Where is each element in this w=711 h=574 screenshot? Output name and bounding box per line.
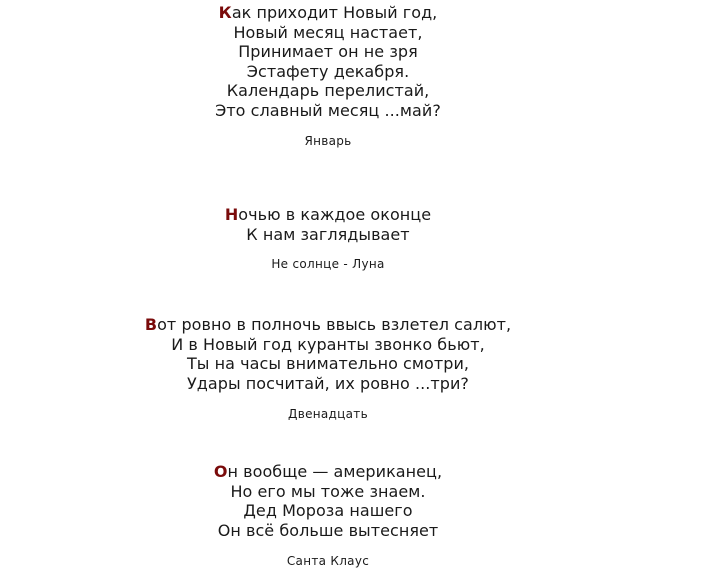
riddle-line bbox=[0, 315, 656, 335]
riddle-answer: Двенадцать bbox=[288, 407, 368, 421]
riddle-line: К нам заглядывает bbox=[246, 224, 410, 244]
riddle-line: Дед Мороза нашего bbox=[243, 501, 413, 520]
riddle-first-letter: В bbox=[144, 315, 158, 334]
riddle-4 bbox=[0, 462, 656, 568]
riddle-first-line-text: н вообще — американец, bbox=[227, 462, 443, 481]
riddle-first-letter: О bbox=[213, 462, 228, 481]
riddle-answer: Санта Клаус bbox=[286, 554, 370, 568]
riddle-1 bbox=[0, 3, 656, 148]
riddle-line: Удары посчитай, их ровно ...три? bbox=[187, 373, 469, 393]
riddle-line: Это славный месяц ...май? bbox=[215, 100, 441, 120]
riddle-line bbox=[0, 205, 656, 225]
riddle-line: Ты на часы внимательно смотри, bbox=[186, 354, 470, 373]
riddle-line: Принимает он не зря bbox=[238, 42, 418, 61]
riddle-first-line-text: от ровно в полночь ввысь взлетел салют, bbox=[157, 315, 512, 334]
riddle-line: Но его мы тоже знаем. bbox=[230, 481, 426, 501]
riddle-line: Эстафету декабря. bbox=[246, 61, 410, 81]
riddle-3 bbox=[0, 315, 656, 421]
riddle-first-letter: К bbox=[218, 3, 232, 22]
riddle-line: И в Новый год куранты звонко бьют, bbox=[171, 334, 485, 354]
riddle-line: Календарь перелистай, bbox=[226, 81, 430, 100]
riddle-answer: Не солнце - Луна bbox=[271, 257, 385, 271]
riddle-first-letter: Н bbox=[224, 205, 239, 224]
riddle-line bbox=[0, 3, 656, 23]
riddle-first-line-text: очью в каждое оконце bbox=[238, 205, 432, 224]
riddle-first-line-text: ак приходит Новый год, bbox=[231, 3, 438, 22]
riddle-line: Новый месяц настает, bbox=[233, 22, 423, 42]
riddle-line: Он всё больше вытесняет bbox=[217, 520, 439, 540]
riddle-2 bbox=[0, 205, 656, 271]
riddle-line bbox=[0, 462, 656, 482]
riddle-answer: Январь bbox=[304, 134, 352, 148]
